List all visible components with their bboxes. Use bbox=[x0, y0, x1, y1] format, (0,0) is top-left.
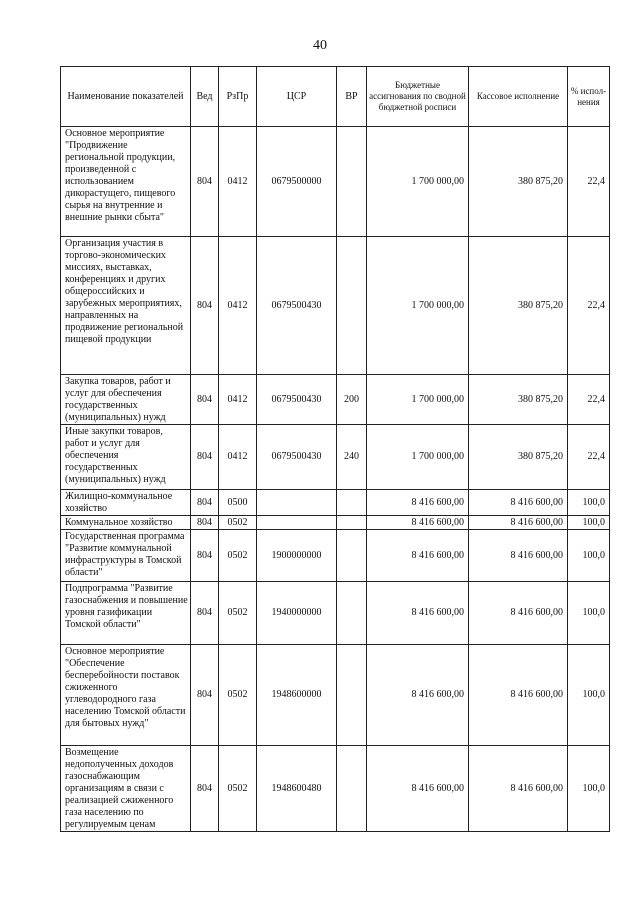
cell-csr: 1900000000 bbox=[257, 530, 337, 582]
cell-percent: 100,0 bbox=[568, 645, 610, 746]
header-budget: Бюджетные ассигнования по сводной бюджетной росписи bbox=[367, 67, 469, 127]
cell-csr bbox=[257, 516, 337, 530]
budget-table bbox=[60, 66, 610, 832]
table-row bbox=[61, 375, 610, 425]
cell-cash: 8 416 600,00 bbox=[469, 530, 568, 582]
cell-csr: 0679500430 bbox=[257, 237, 337, 375]
cell-csr bbox=[257, 490, 337, 516]
table-row bbox=[61, 530, 610, 582]
cell-name: Государственная программа "Развитие коммунальной инфраструктуры в Томской области" bbox=[61, 530, 191, 582]
header-vr: ВР bbox=[337, 67, 367, 127]
cell-name: Коммунальное хозяйство bbox=[61, 516, 191, 530]
header-rzpr: РзПр bbox=[219, 67, 257, 127]
page-number: 40 bbox=[313, 38, 327, 53]
cell-budget: 1 700 000,00 bbox=[367, 127, 469, 237]
cell-rzpr: 0500 bbox=[219, 490, 257, 516]
cell-name: Организация участия в торгово-экономических миссиях, выставках, конференциях и других общероссийских и зарубежных мероприятиях, направленных на продвижение региональной пищевой продукции bbox=[61, 237, 191, 375]
header-cash: Кассовое исполнение bbox=[469, 67, 568, 127]
cell-percent: 100,0 bbox=[568, 746, 610, 832]
cell-rzpr: 0412 bbox=[219, 127, 257, 237]
cell-percent: 22,4 bbox=[568, 375, 610, 425]
cell-vr: 200 bbox=[337, 375, 367, 425]
table-row bbox=[61, 490, 610, 516]
cell-budget: 1 700 000,00 bbox=[367, 375, 469, 425]
table-row bbox=[61, 516, 610, 530]
cell-cash: 380 875,20 bbox=[469, 127, 568, 237]
cell-percent: 22,4 bbox=[568, 237, 610, 375]
table-row bbox=[61, 237, 610, 375]
cell-name: Подпрограмма "Развитие газоснабжения и повышение уровня газификации Томской области" bbox=[61, 582, 191, 645]
cell-vr bbox=[337, 490, 367, 516]
table-row bbox=[61, 746, 610, 832]
header-percent: % испол-нения bbox=[568, 67, 610, 127]
cell-rzpr: 0412 bbox=[219, 237, 257, 375]
cell-ved: 804 bbox=[191, 530, 219, 582]
cell-name: Жилищно-коммунальное хозяйство bbox=[61, 490, 191, 516]
cell-csr: 1948600000 bbox=[257, 645, 337, 746]
cell-csr: 0679500000 bbox=[257, 127, 337, 237]
cell-rzpr: 0412 bbox=[219, 425, 257, 490]
cell-name: Возмещение недополученных доходов газоснабжающим организациям в связи с реализацией сжиженного газа населению по регулируемым ценам bbox=[61, 746, 191, 832]
header-ved: Вед bbox=[191, 67, 219, 127]
table-row bbox=[61, 645, 610, 746]
cell-ved: 804 bbox=[191, 375, 219, 425]
cell-budget: 8 416 600,00 bbox=[367, 582, 469, 645]
cell-ved: 804 bbox=[191, 490, 219, 516]
cell-cash: 380 875,20 bbox=[469, 425, 568, 490]
cell-rzpr: 0412 bbox=[219, 375, 257, 425]
cell-vr bbox=[337, 582, 367, 645]
cell-cash: 380 875,20 bbox=[469, 237, 568, 375]
cell-name: Иные закупки товаров, работ и услуг для обеспечения государственных (муниципальных) нужд bbox=[61, 425, 191, 490]
cell-ved: 804 bbox=[191, 645, 219, 746]
cell-name: Основное мероприятие "Продвижение региональной продукции, произведенной с использованием дикорастущего, пищевого сырья на внутренние и внешние рынки сбыта" bbox=[61, 127, 191, 237]
cell-cash: 8 416 600,00 bbox=[469, 516, 568, 530]
cell-rzpr: 0502 bbox=[219, 645, 257, 746]
cell-rzpr: 0502 bbox=[219, 582, 257, 645]
cell-vr: 240 bbox=[337, 425, 367, 490]
cell-csr: 0679500430 bbox=[257, 375, 337, 425]
cell-rzpr: 0502 bbox=[219, 516, 257, 530]
header-row bbox=[61, 67, 610, 127]
cell-name: Основное мероприятие "Обеспечение бесперебойности поставок сжиженного углеводородного газа населению Томской области для бытовых нужд" bbox=[61, 645, 191, 746]
cell-cash: 380 875,20 bbox=[469, 375, 568, 425]
cell-name: Закупка товаров, работ и услуг для обеспечения государственных (муниципальных) нужд bbox=[61, 375, 191, 425]
cell-ved: 804 bbox=[191, 516, 219, 530]
cell-percent: 100,0 bbox=[568, 516, 610, 530]
cell-csr: 1940000000 bbox=[257, 582, 337, 645]
header-name: Наименование показателей bbox=[61, 67, 191, 127]
cell-ved: 804 bbox=[191, 237, 219, 375]
cell-vr bbox=[337, 645, 367, 746]
cell-vr bbox=[337, 127, 367, 237]
cell-cash: 8 416 600,00 bbox=[469, 490, 568, 516]
cell-ved: 804 bbox=[191, 582, 219, 645]
cell-vr bbox=[337, 530, 367, 582]
cell-cash: 8 416 600,00 bbox=[469, 746, 568, 832]
cell-csr: 0679500430 bbox=[257, 425, 337, 490]
cell-budget: 8 416 600,00 bbox=[367, 530, 469, 582]
cell-budget: 8 416 600,00 bbox=[367, 490, 469, 516]
cell-vr bbox=[337, 746, 367, 832]
cell-percent: 22,4 bbox=[568, 425, 610, 490]
cell-ved: 804 bbox=[191, 746, 219, 832]
cell-budget: 8 416 600,00 bbox=[367, 645, 469, 746]
cell-percent: 100,0 bbox=[568, 490, 610, 516]
cell-csr: 1948600480 bbox=[257, 746, 337, 832]
cell-budget: 1 700 000,00 bbox=[367, 237, 469, 375]
cell-budget: 8 416 600,00 bbox=[367, 516, 469, 530]
cell-budget: 8 416 600,00 bbox=[367, 746, 469, 832]
cell-cash: 8 416 600,00 bbox=[469, 582, 568, 645]
table-row bbox=[61, 425, 610, 490]
cell-percent: 100,0 bbox=[568, 530, 610, 582]
cell-percent: 100,0 bbox=[568, 582, 610, 645]
table-row bbox=[61, 582, 610, 645]
cell-cash: 8 416 600,00 bbox=[469, 645, 568, 746]
cell-rzpr: 0502 bbox=[219, 530, 257, 582]
cell-ved: 804 bbox=[191, 425, 219, 490]
cell-rzpr: 0502 bbox=[219, 746, 257, 832]
cell-vr bbox=[337, 237, 367, 375]
table-row bbox=[61, 127, 610, 237]
header-csr: ЦСР bbox=[257, 67, 337, 127]
cell-percent: 22,4 bbox=[568, 127, 610, 237]
cell-budget: 1 700 000,00 bbox=[367, 425, 469, 490]
cell-vr bbox=[337, 516, 367, 530]
cell-ved: 804 bbox=[191, 127, 219, 237]
